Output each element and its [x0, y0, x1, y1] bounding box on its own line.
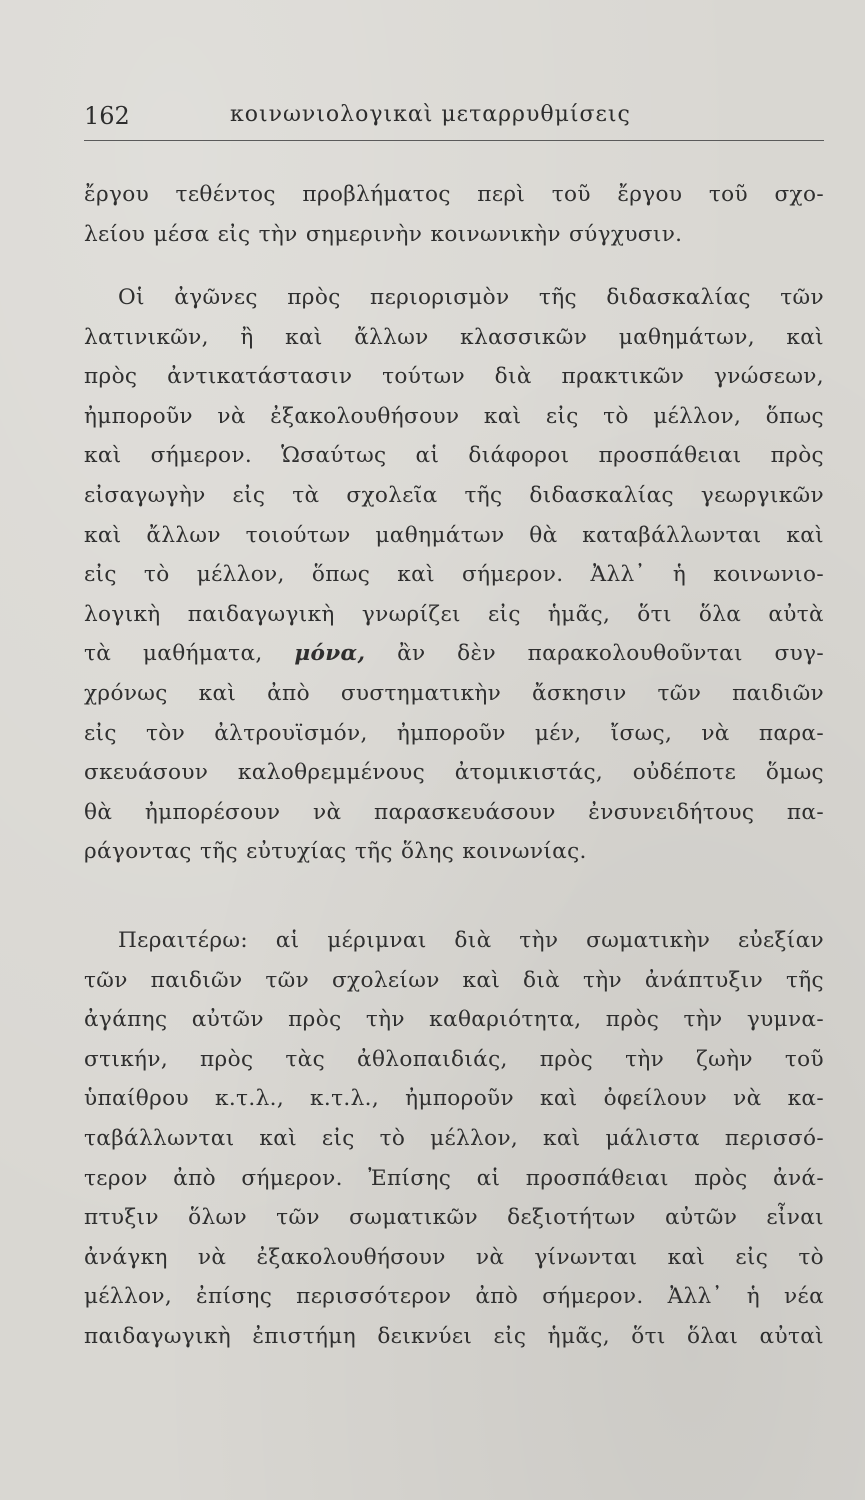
text-line: λείου μέσα εἰς τὴν σημερινὴν κοινωνικὴν σύγχυσιν.: [84, 221, 683, 247]
text-line: παιδαγωγικὴ ἐπιστήμη δεικνύει εἰς ἡμᾶς, ὅτι ὅλαι αὐταὶ: [84, 1323, 824, 1349]
text-line: ἀγάπης αὐτῶν πρὸς τὴν καθαριότητα, πρὸς τὴν γυμνα-: [84, 1007, 824, 1033]
text-line: καὶ σήμερον. Ὡσαύτως αἱ διάφοροι προσπάθειαι πρὸς: [84, 443, 824, 469]
text-line: Οἱ ἀγῶνες πρὸς περιορισμὸν τῆς διδασκαλίας τῶν: [118, 285, 824, 310]
text-line: καὶ ἄλλων τοιούτων μαθημάτων θὰ καταβάλλωνται καὶ: [84, 522, 824, 548]
text-fragment: τὰ μαθήματα,: [84, 641, 295, 667]
text-line: σκευάσουν καλοθρεμμένους ἀτομικιστάς, οὐδέποτε ὅμως: [84, 760, 824, 786]
paragraph-3: [84, 921, 824, 1357]
running-title: κοινωνιολογικαὶ μεταρρυθμίσεις: [230, 102, 631, 127]
text-line: λογικὴ παιδαγωγικὴ γνωρίζει εἰς ἡμᾶς, ὅτι ὅλα αὐτὰ: [84, 601, 824, 627]
text-line: τερον ἀπὸ σήμερον. Ἐπίσης αἱ προσπάθειαι πρὸς ἀνά-: [84, 1165, 824, 1191]
text-line: ἠμποροῦν νὰ ἐξακολουθήσουν καὶ εἰς τὸ μέλλον, ὅπως: [84, 403, 824, 429]
text-line: ράγοντας τῆς εὐτυχίας τῆς ὅλης κοινωνίας.: [84, 839, 587, 865]
text-line: πτυξιν ὅλων τῶν σωματικῶν δεξιοτήτων αὐτῶν εἶναι: [84, 1205, 824, 1231]
text-fragment: ἂν δὲν παρακολουθοῦνται συγ-: [365, 641, 824, 667]
text-line: χρόνως καὶ ἀπὸ συστηματικὴν ἄσκησιν τῶν παιδιῶν: [84, 680, 824, 706]
text-line: εἰς τὸ μέλλον, ὅπως καὶ σήμερον. Ἀλλ᾽ ἡ κοινωνιο-: [84, 562, 824, 588]
page-number: 162: [84, 102, 130, 130]
emphasized-word: μόνα,: [294, 641, 366, 667]
page-header: [84, 100, 824, 141]
text-line: ταβάλλωνται καὶ εἰς τὸ μέλλον, καὶ μάλιστα περισσό-: [84, 1125, 824, 1151]
paragraph-1: [84, 175, 824, 254]
text-line: εἰσαγωγὴν εἰς τὰ σχολεῖα τῆς διδασκαλίας γεωργικῶν: [84, 482, 824, 508]
text-line: ἔργου τεθέντος προβλήματος περὶ τοῦ ἔργου τοῦ σχο-: [84, 182, 824, 207]
text-line-with-emphasis: [84, 634, 824, 674]
text-line: λατινικῶν, ἢ καὶ ἄλλων κλασσικῶν μαθημάτων, καὶ: [84, 324, 824, 350]
text-line: στικήν, πρὸς τὰς ἀθλοπαιδιάς, πρὸς τὴν ζωὴν τοῦ: [84, 1046, 824, 1072]
text-line: Περαιτέρω: αἱ μέριμναι διὰ τὴν σωματικὴν εὐεξίαν: [118, 928, 824, 953]
text-line: ἀνάγκη νὰ ἐξακολουθήσουν νὰ γίνωνται καὶ εἰς τὸ: [84, 1244, 824, 1270]
paragraph-2: [84, 278, 824, 872]
text-line: ὑπαίθρου κ.τ.λ., κ.τ.λ., ἠμποροῦν καὶ ὀφείλουν νὰ κα-: [84, 1086, 824, 1112]
text-line: μέλλον, ἐπίσης περισσότερον ἀπὸ σήμερον. Ἀλλ᾽ ἡ νέα: [84, 1284, 824, 1310]
text-line: πρὸς ἀντικατάστασιν τούτων διὰ πρακτικῶν γνώσεων,: [84, 364, 824, 390]
text-line: θὰ ἠμπορέσουν νὰ παρασκευάσουν ἐνσυνειδήτους πα-: [84, 799, 824, 825]
text-line: εἰς τὸν ἀλτρουϊσμόν, ἠμποροῦν μέν, ἴσως, νὰ παρα-: [84, 720, 824, 746]
text-line: τῶν παιδιῶν τῶν σχολείων καὶ διὰ τὴν ἀνάπτυξιν τῆς: [84, 967, 824, 993]
